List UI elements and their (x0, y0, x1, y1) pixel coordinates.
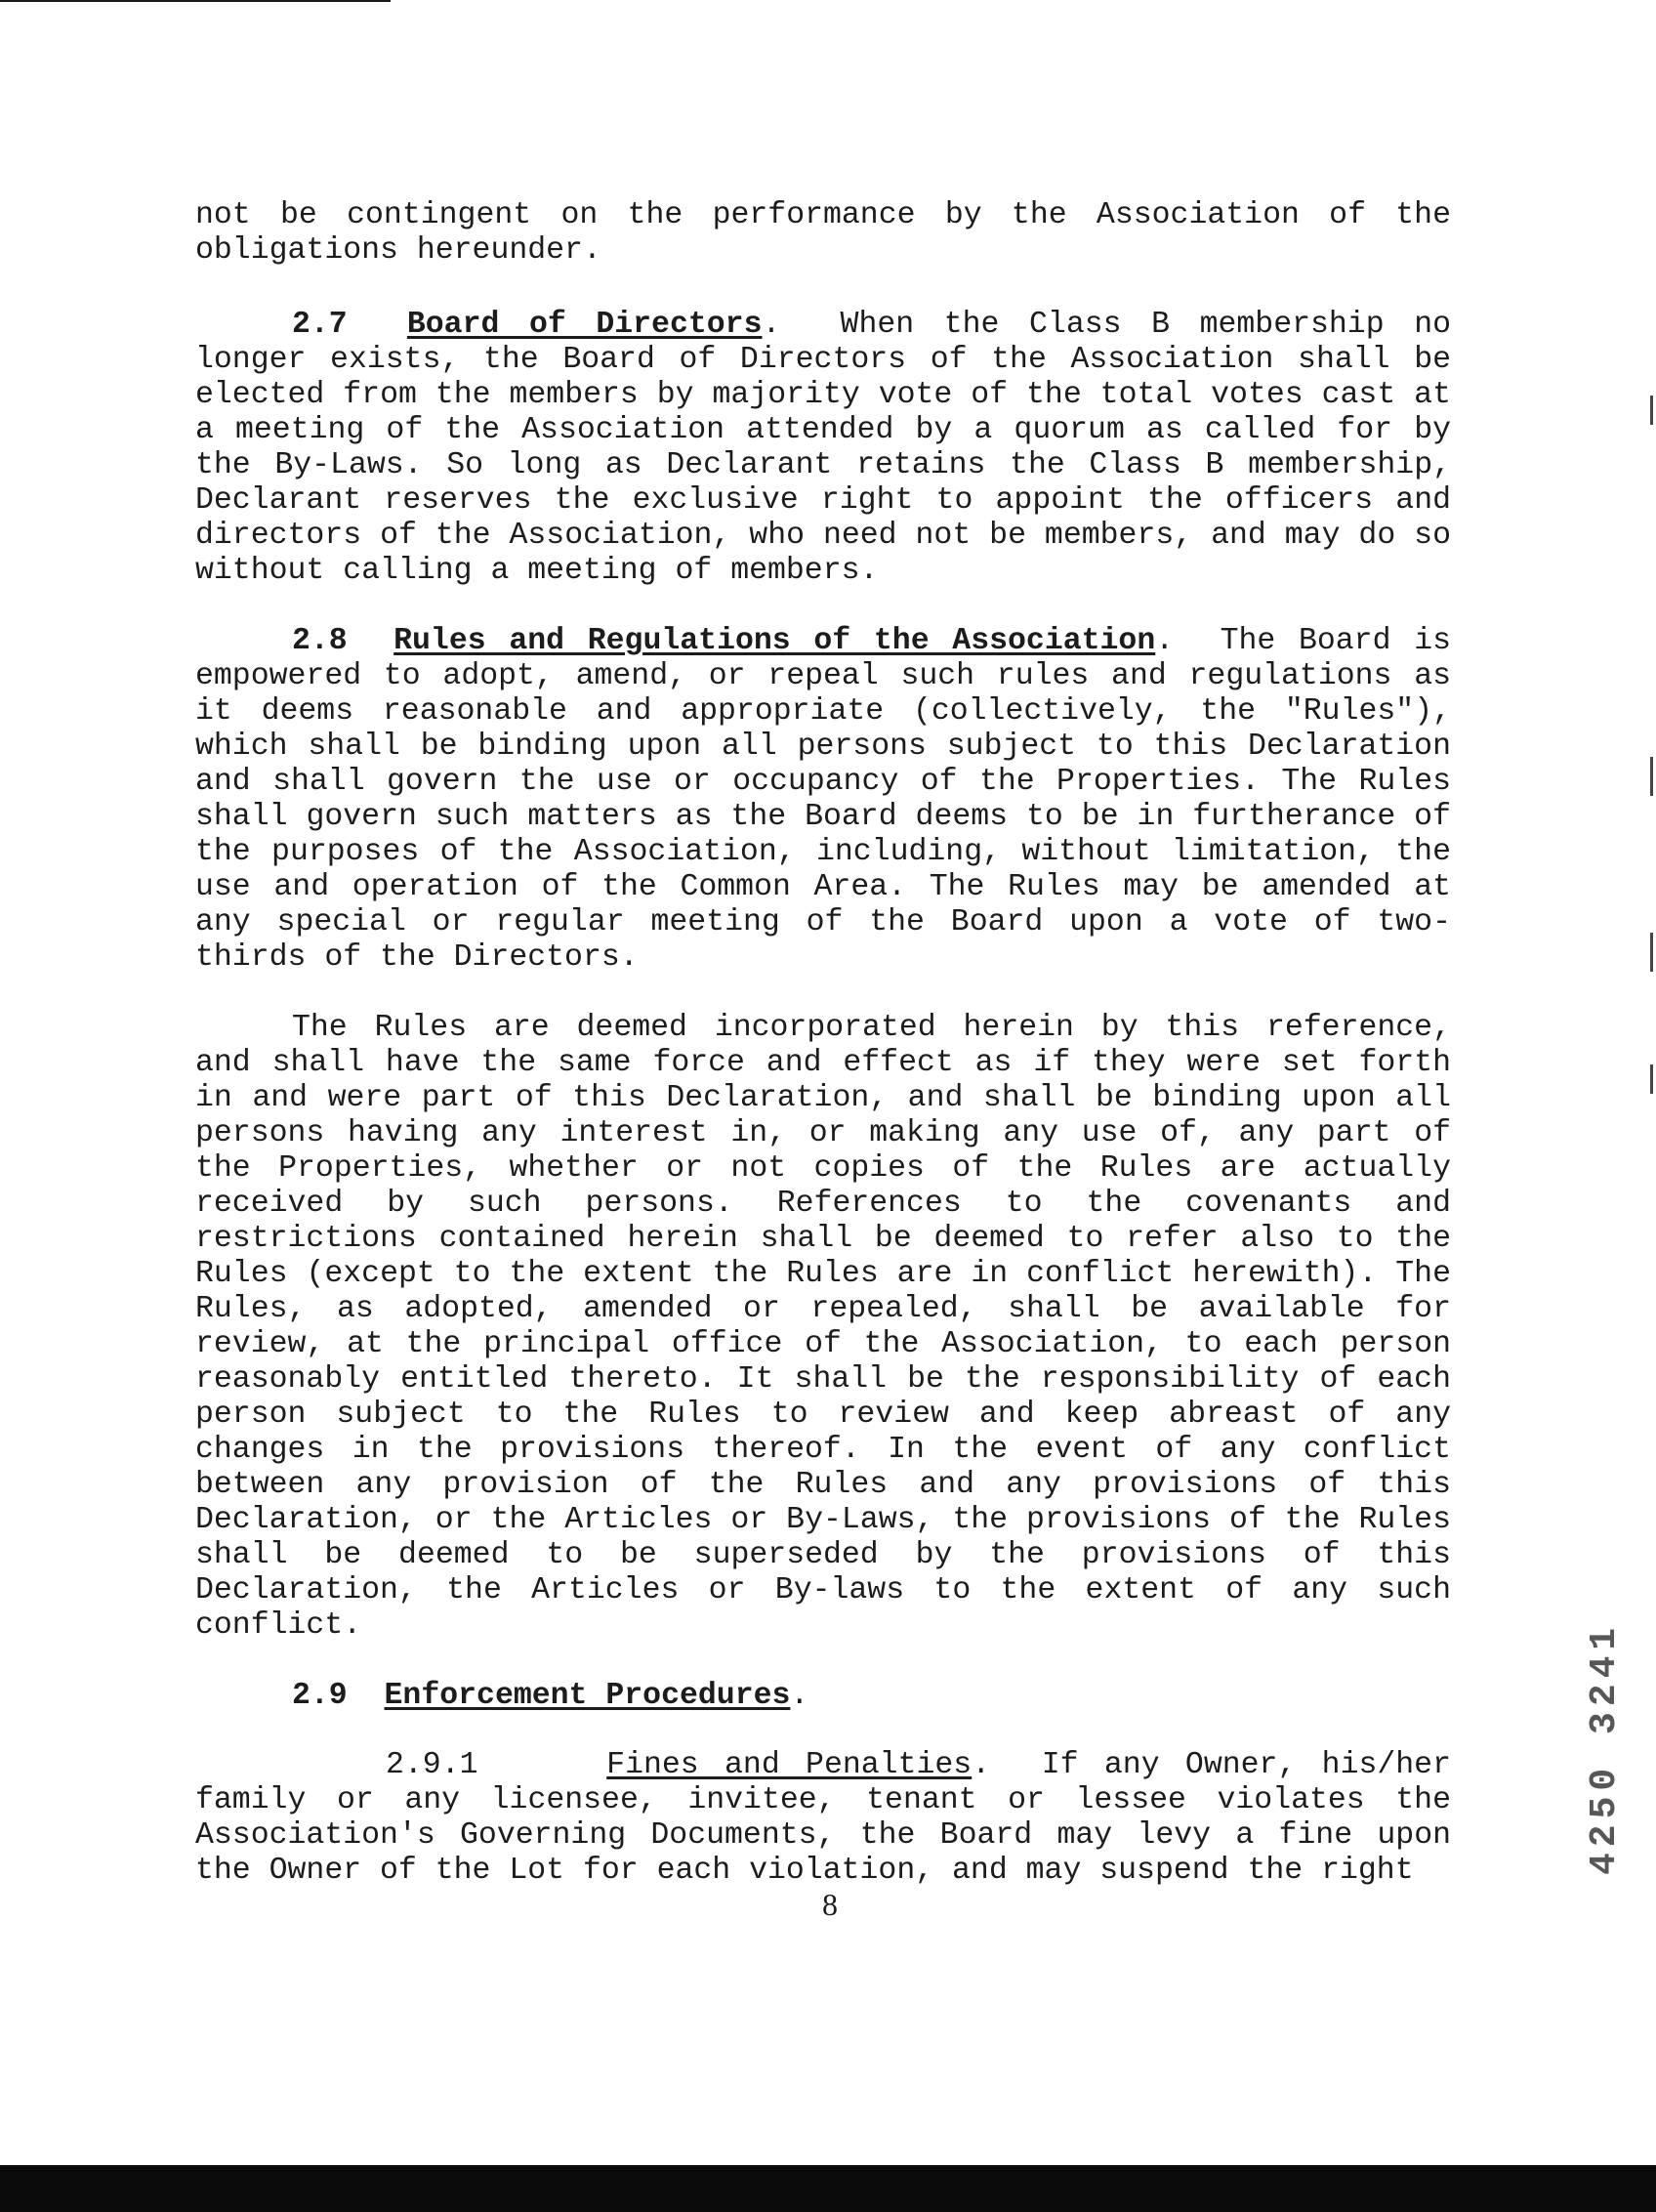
subsection-title: Fines and Penalties (606, 1748, 973, 1782)
scan-edge-mark (1650, 1064, 1653, 1094)
section-number: 2.9 (292, 1679, 348, 1713)
scan-edge-mark (1650, 396, 1653, 425)
paragraph-text: not be contingent on the performance by the Association of the obligations hereunder. (195, 198, 1451, 268)
section-2-7: 2.7 Board of Directors. When the Class B membership no longer exists, the Board of Directors of the Association shall be elected from the members by majority vote of the total votes cast at a meeting of the Association attended by a quorum as called for by the By-Laws. So long as Declarant retains the Class B membership, Declarant reserves the exclusive right to appoint the officers and directors of the Association, who need not be members, and may do so without calling a meeting of members. (195, 308, 1451, 588)
scan-top-edge (0, 0, 391, 2)
page-number: 8 (822, 1887, 838, 1922)
section-number: 2.8 (292, 624, 348, 658)
section-2-8: 2.8 Rules and Regulations of the Association. The Board is empowered to adopt, amend, or repeal such rules and regulations as it deems reasonable and appropriate (collectively, the "Rules"), which shall be binding upon all persons subject to this Declaration and shall govern the use or occupancy of the Properties. The Rules shall govern such matters as the Board deems to be in furtherance of the purposes of the Association, including, without limitation, the use and operation of the Common Area. The Rules may be amended at any special or regular meeting of the Board upon a vote of two-thirds of the Directors. (195, 624, 1451, 975)
paragraph-text: The Rules are deemed incorporated herein by this reference, and shall have the same force and effect as if they were set forth in and were part of this Declaration, and shall be binding upon all persons having any interest in, or making any use of, any part of the Properties, whether or not copies of the Rules are actually received by such persons. References to the covenants and restrictions contained herein shall be deemed to refer also to the Rules (except to the extent the Rules are in conflict herewith). The Rules, as adopted, amended or repealed, shall be available for review, at the principal office of the Association, to each person reasonably entitled thereto. It shall be the responsibility of each person subject to the Rules to review and keep abreast of any changes in the provisions thereof. In the event of any conflict between any provision of the Rules and any provisions of this Declaration, or the Articles or By-Laws, the provisions of the Rules shall be deemed to be superseded by the provisions of this Declaration, the Articles or By-laws to the extent of any such conflict. (195, 1011, 1451, 1643)
recording-stamp: 4250 3241 (1584, 1621, 1626, 1875)
section-title: Board of Directors (406, 308, 763, 342)
paragraph-continuation (195, 198, 1451, 269)
section-title: Enforcement Procedures (384, 1679, 791, 1713)
subsection-number: 2.9.1 (386, 1748, 478, 1782)
section-2-9: 2.9 Enforcement Procedures. (292, 1679, 809, 1713)
subsection-body: If any Owner, his/her family or any licensee, invitee, tenant or lessee violates the Association's Governing Documents, the Board may levy a fine upon the Owner of the Lot for each violation, and may suspend the right (195, 1748, 1451, 1888)
section-2-9-1: 2.9.1 Fines and Penalties. If any Owner, his/her family or any licensee, invitee, tenant or lessee violates the Association's Governing Documents, the Board may levy a fine upon the Owner of the Lot for each violation, and may suspend the right (195, 1748, 1451, 1888)
scan-edge-mark (1650, 933, 1653, 972)
scan-edge-mark (1650, 757, 1653, 796)
section-number: 2.7 (292, 308, 348, 342)
rules-paragraph (195, 1011, 1451, 1644)
section-title: Rules and Regulations of the Association (393, 624, 1156, 658)
section-body: When the Class B membership no longer exists, the Board of Directors of the Association shall be elected from the members by majority vote of the total votes cast at a meeting of the Association attended by a quorum as called for by the By-Laws. So long as Declarant retains the Class B membership, Declarant reserves the exclusive right to appoint the officers and directors of the Association, who need not be members, and may do so without calling a meeting of members. (195, 308, 1451, 588)
scan-bottom-band (0, 2165, 1656, 2212)
section-body: The Board is empowered to adopt, amend, or repeal such rules and regulations as it deems reasonable and appropriate (collectively, the "Rules"), which shall be binding upon all persons subject to this Declaration and shall govern the use or occupancy of the Properties. The Rules shall govern such matters as the Board deems to be in furtherance of the purposes of the Association, including, without limitation, the use and operation of the Common Area. The Rules may be amended at any special or regular meeting of the Board upon a vote of two-thirds of the Directors. (195, 624, 1451, 975)
